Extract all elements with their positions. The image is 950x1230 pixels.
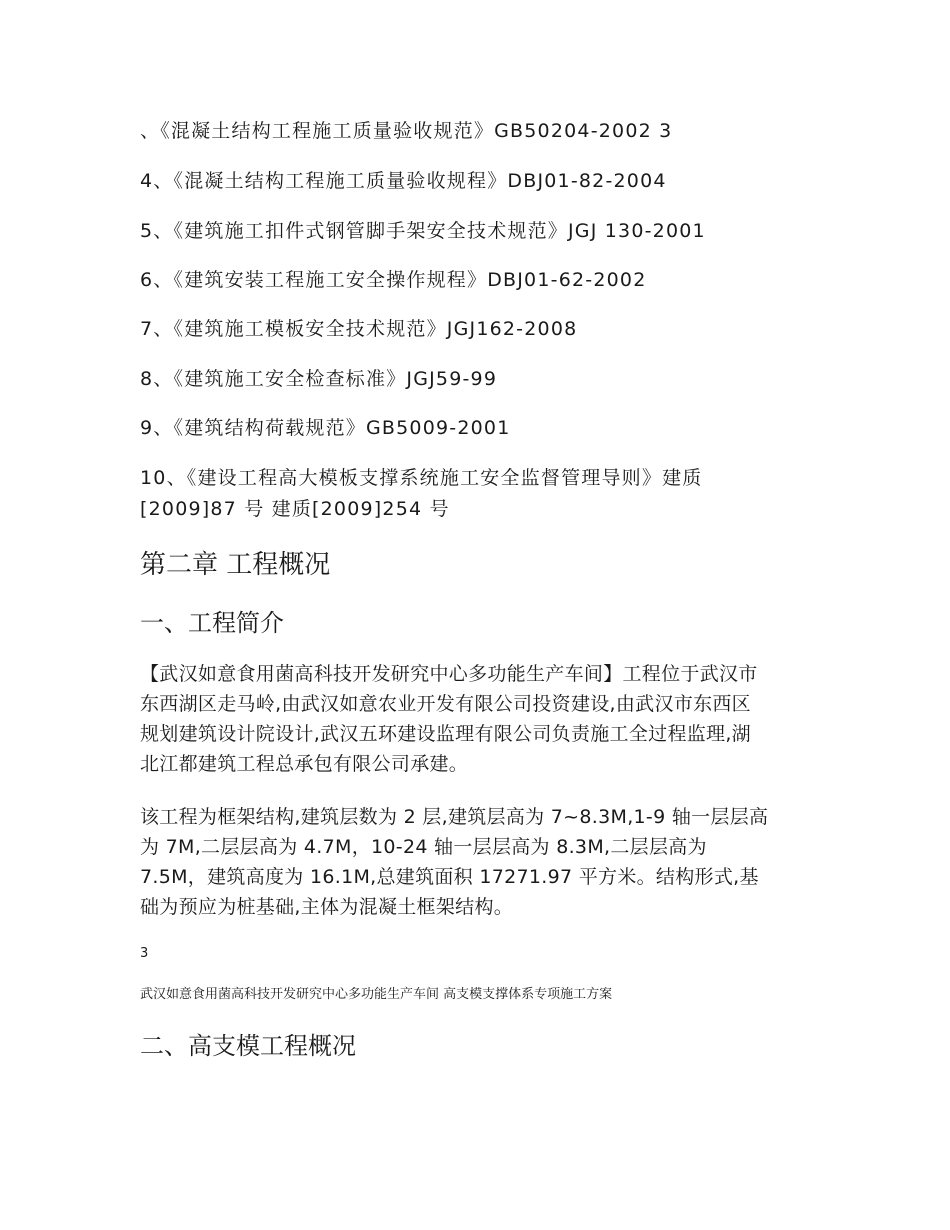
paragraph-line: 规划建筑设计院设计,武汉五环建设监理有限公司负责施工全过程监理,湖 [140,723,751,745]
reference-item-10-line2: [2009]87 号 建质[2009]254 号 [140,498,450,520]
paragraph-line: 为 7M,二层层高为 4.7M，10-24 轴一层层高为 8.3M,二层层高为 [140,836,707,858]
paragraph-line: 【武汉如意食用菌高科技开发研究中心多功能生产车间】工程位于武汉市 [140,663,758,685]
chapter-title: 第二章 工程概况 [140,550,331,580]
structure-paragraph [140,802,820,922]
reference-item: 8、《建筑施工安全检查标准》JGJ59-99 [140,368,498,390]
paragraph-line: 北江都建筑工程总承包有限公司承建。 [140,753,469,775]
reference-item: 4、《混凝土结构工程施工质量验收规程》DBJ01-82-2004 [140,170,667,192]
project-intro-paragraph [140,659,820,779]
reference-item: 7、《建筑施工模板安全技术规范》JGJ162-2008 [140,318,578,340]
running-header: 武汉如意食用菌高科技开发研究中心多功能生产车间 高支模支撑体系专项施工方案 [140,987,613,1002]
section-title-project-intro: 一、工程简介 [140,609,284,637]
reference-item: 9、《建筑结构荷载规范》GB5009-2001 [140,417,511,439]
paragraph-line: 础为预应为桩基础,主体为混凝土框架结构。 [140,896,514,918]
reference-item-10-line1: 10、《建设工程高大模板支撑系统施工安全监督管理导则》建质 [140,467,703,489]
paragraph-line: 7.5M，建筑高度为 16.1M,总建筑面积 17271.97 平方米。结构形式,基 [140,866,759,888]
paragraph-line: 东西湖区走马岭,由武汉如意农业开发有限公司投资建设,由武汉市东西区 [140,693,751,715]
reference-item: 5、《建筑施工扣件式钢管脚手架安全技术规范》JGJ 130-2001 [140,220,706,242]
paragraph-line: 该工程为框架结构,建筑层数为 2 层,建筑层高为 7~8.3M,1-9 轴一层层高 [140,806,769,828]
reference-item: 、《混凝土结构工程施工质量验收规范》GB50204-2002 3 [140,120,673,142]
section-title-formwork: 二、高支模工程概况 [140,1032,356,1060]
page-number: 3 [140,946,149,961]
reference-item: 6、《建筑安装工程施工安全操作规程》DBJ01-62-2002 [140,269,647,291]
